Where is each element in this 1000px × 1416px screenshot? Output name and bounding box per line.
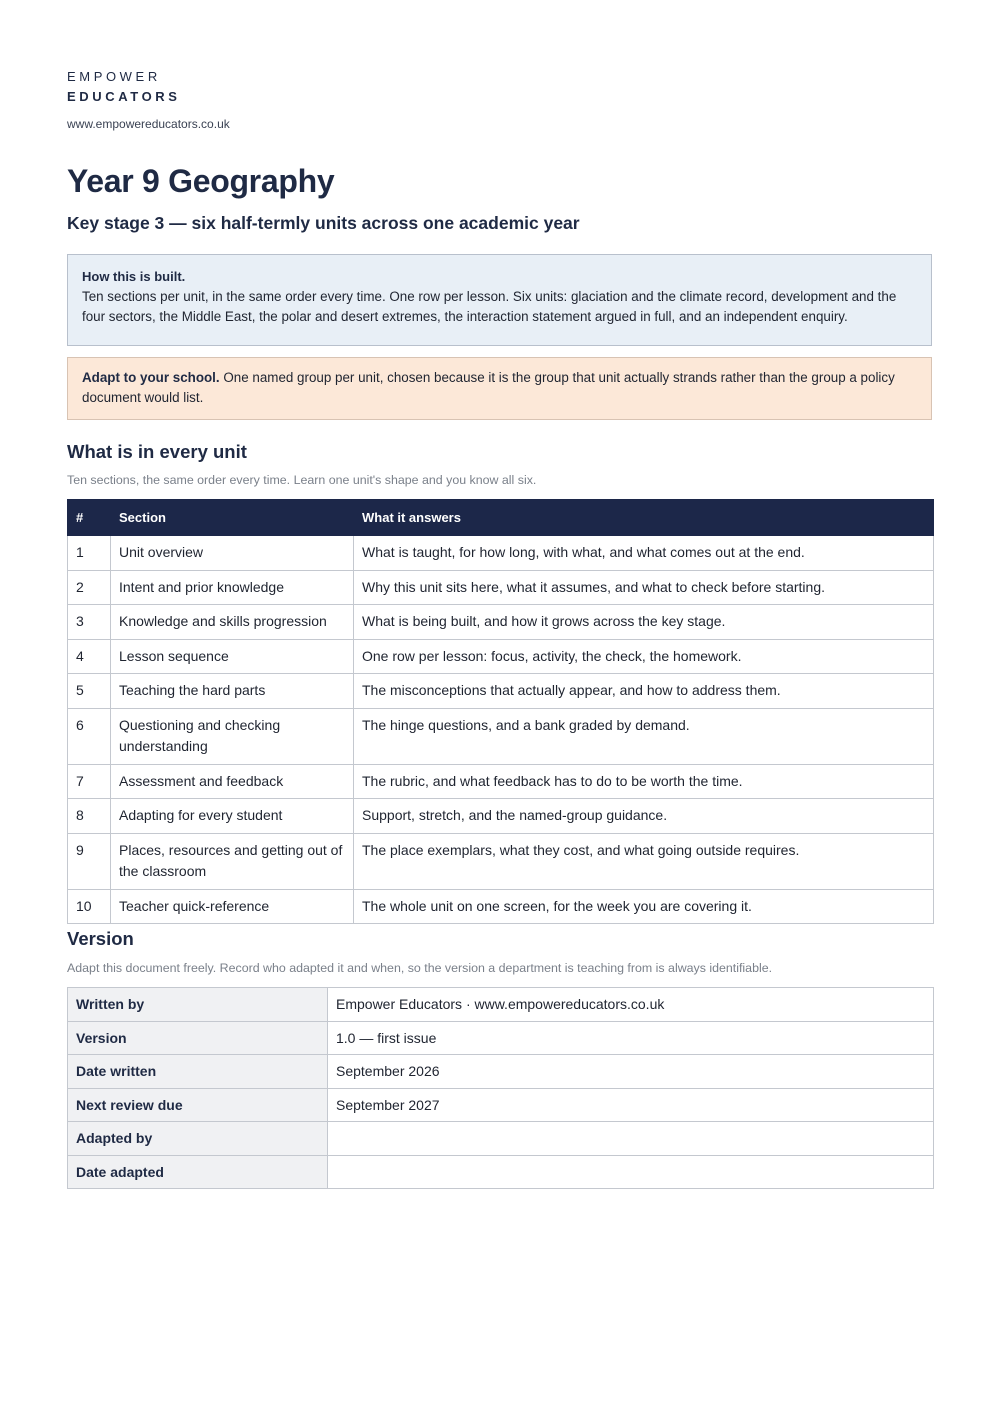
- row-number: 2: [68, 570, 111, 605]
- version-row-label: Next review due: [68, 1088, 328, 1122]
- table-row: [68, 764, 934, 799]
- row-number: 9: [68, 833, 111, 889]
- header-answers: What it answers: [354, 500, 934, 536]
- row-answers: One row per lesson: focus, activity, the check, the homework.: [354, 639, 934, 674]
- brand-logo-line1: EMPOWER: [67, 69, 161, 84]
- table-row: [68, 674, 934, 709]
- row-number: 3: [68, 605, 111, 640]
- how-built-body: Ten sections per unit, in the same order every time. One row per lesson. Six units: glaciation and the climate record, development and the four sectors, the Middle East, the polar and desert extremes, the interaction statement argued in full, and an independent enquiry.: [82, 289, 897, 324]
- row-section: Intent and prior knowledge: [111, 570, 354, 605]
- how-built-heading: How this is built.: [82, 269, 186, 284]
- row-answers: Why this unit sits here, what it assumes, and what to check before starting.: [354, 570, 934, 605]
- row-section: Places, resources and getting out of the classroom: [111, 833, 354, 889]
- version-row-label: Date written: [68, 1055, 328, 1089]
- how-built-callout: [67, 254, 932, 346]
- row-section: Assessment and feedback: [111, 764, 354, 799]
- row-number: 7: [68, 764, 111, 799]
- version-row-value: September 2027: [328, 1088, 934, 1122]
- version-row: [68, 1021, 934, 1055]
- header-number: #: [68, 500, 111, 536]
- version-row-value: Empower Educators · www.empowereducators.co.uk: [328, 988, 934, 1022]
- row-answers: Support, stretch, and the named-group guidance.: [354, 799, 934, 834]
- page-subtitle: Key stage 3 — six half-termly units across one academic year: [67, 213, 580, 233]
- units-table: [67, 499, 934, 924]
- units-section-title: What is in every unit: [67, 441, 247, 462]
- row-section: Lesson sequence: [111, 639, 354, 674]
- table-row: [68, 799, 934, 834]
- row-answers: The hinge questions, and a bank graded by demand.: [354, 708, 934, 764]
- version-section-note: Adapt this document freely. Record who adapted it and when, so the version a department is teaching from is always identifiable.: [67, 961, 773, 975]
- row-answers: What is being built, and how it grows across the key stage.: [354, 605, 934, 640]
- version-section-title: Version: [67, 928, 134, 949]
- version-row-value: 1.0 — first issue: [328, 1021, 934, 1055]
- version-row: [68, 988, 934, 1022]
- version-row: [68, 1122, 934, 1156]
- table-row: [68, 570, 934, 605]
- version-row-label: Adapted by: [68, 1122, 328, 1156]
- row-number: 8: [68, 799, 111, 834]
- page-title: Year 9 Geography: [67, 163, 335, 199]
- row-section: Knowledge and skills progression: [111, 605, 354, 640]
- row-section: Adapting for every student: [111, 799, 354, 834]
- row-section: Questioning and checking understanding: [111, 708, 354, 764]
- row-number: 6: [68, 708, 111, 764]
- table-row: [68, 605, 934, 640]
- row-answers: The whole unit on one screen, for the week you are covering it.: [354, 889, 934, 924]
- row-answers: The rubric, and what feedback has to do to be worth the time.: [354, 764, 934, 799]
- adapt-heading: Adapt to your school.: [82, 370, 220, 385]
- version-row-label: Version: [68, 1021, 328, 1055]
- row-number: 10: [68, 889, 111, 924]
- units-section-note: Ten sections, the same order every time. Learn one unit's shape and you know all six.: [67, 473, 537, 487]
- version-row-value: September 2026: [328, 1055, 934, 1089]
- table-row: [68, 833, 934, 889]
- row-answers: What is taught, for how long, with what, and what comes out at the end.: [354, 536, 934, 571]
- version-row: [68, 1088, 934, 1122]
- table-row: [68, 708, 934, 764]
- version-row: [68, 1055, 934, 1089]
- version-row: [68, 1155, 934, 1189]
- version-table: [67, 987, 934, 1189]
- version-row-label: Written by: [68, 988, 328, 1022]
- row-number: 5: [68, 674, 111, 709]
- table-row: [68, 639, 934, 674]
- brand-logo-line2: EDUCATORS: [67, 89, 181, 104]
- date-adapted-field[interactable]: [328, 1155, 934, 1189]
- row-number: 4: [68, 639, 111, 674]
- row-number: 1: [68, 536, 111, 571]
- header-section: Section: [111, 500, 354, 536]
- row-section: Teacher quick-reference: [111, 889, 354, 924]
- row-section: Unit overview: [111, 536, 354, 571]
- row-answers: The place exemplars, what they cost, and what going outside requires.: [354, 833, 934, 889]
- version-row-label: Date adapted: [68, 1155, 328, 1189]
- adapted-by-field[interactable]: [328, 1122, 934, 1156]
- adapt-body: One named group per unit, chosen because it is the group that unit actually strands rather than the group a policy document would list.: [82, 370, 895, 405]
- brand-url: www.empowereducators.co.uk: [67, 117, 230, 131]
- row-answers: The misconceptions that actually appear, and how to address them.: [354, 674, 934, 709]
- table-row: [68, 889, 934, 924]
- table-row: [68, 536, 934, 571]
- adapt-callout: [67, 357, 932, 420]
- units-table-header: [68, 500, 934, 536]
- row-section: Teaching the hard parts: [111, 674, 354, 709]
